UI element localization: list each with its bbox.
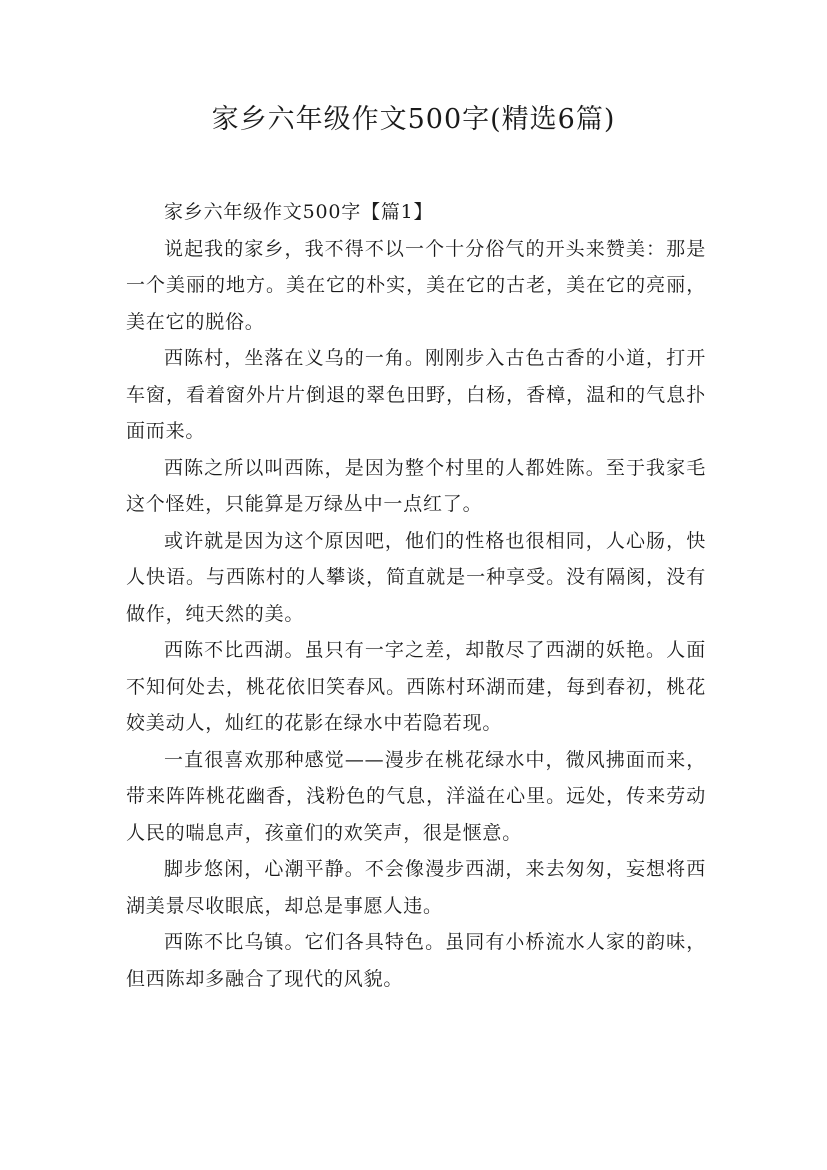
paragraph: 脚步悠闲，心潮平静。不会像漫步西湖，来去匆匆，妄想将西湖美景尽收眼底，却总是事愿人违。 — [126, 858, 706, 917]
paragraph: 说起我的家乡，我不得不以一个十分俗气的开头来赞美：那是一个美丽的地方。美在它的朴实，美在它的古老，美在它的亮丽，美在它的脱俗。 — [126, 237, 706, 333]
paragraph: 西陈之所以叫西陈，是因为整个村里的人都姓陈。至于我家毛这个怪姓，只能算是万绿丛中一点红了。 — [126, 456, 706, 515]
document-body — [126, 194, 706, 997]
paragraph: 西陈不比乌镇。它们各具特色。虽同有小桥流水人家的韵味，但西陈却多融合了现代的风貌。 — [126, 931, 706, 990]
paragraph: 西陈村，坐落在义乌的一角。刚刚步入古色古香的小道，打开车窗，看着窗外片片倒退的翠色田野，白杨，香樟，温和的气息扑面而来。 — [126, 347, 706, 442]
paragraph: 或许就是因为这个原因吧，他们的性格也很相同，人心肠，快人快语。与西陈村的人攀谈，简直就是一种享受。没有隔阂，没有做作，纯天然的美。 — [126, 529, 706, 625]
paragraph: 一直很喜欢那种感觉——漫步在桃花绿水中，微风拂面而来，带来阵阵桃花幽香，浅粉色的气息，洋溢在心里。远处，传来劳动人民的喘息声，孩童们的欢笑声，很是惬意。 — [126, 748, 706, 844]
section-heading: 家乡六年级作文500字【篇1】 — [164, 201, 434, 223]
document-title: 家乡六年级作文500字(精选6篇) — [211, 104, 616, 135]
paragraph: 西陈不比西湖。虽只有一字之差，却散尽了西湖的妖艳。人面不知何处去，桃花依旧笑春风。西陈村环湖而建，每到春初，桃花姣美动人，灿红的花影在绿水中若隐若现。 — [126, 639, 706, 734]
